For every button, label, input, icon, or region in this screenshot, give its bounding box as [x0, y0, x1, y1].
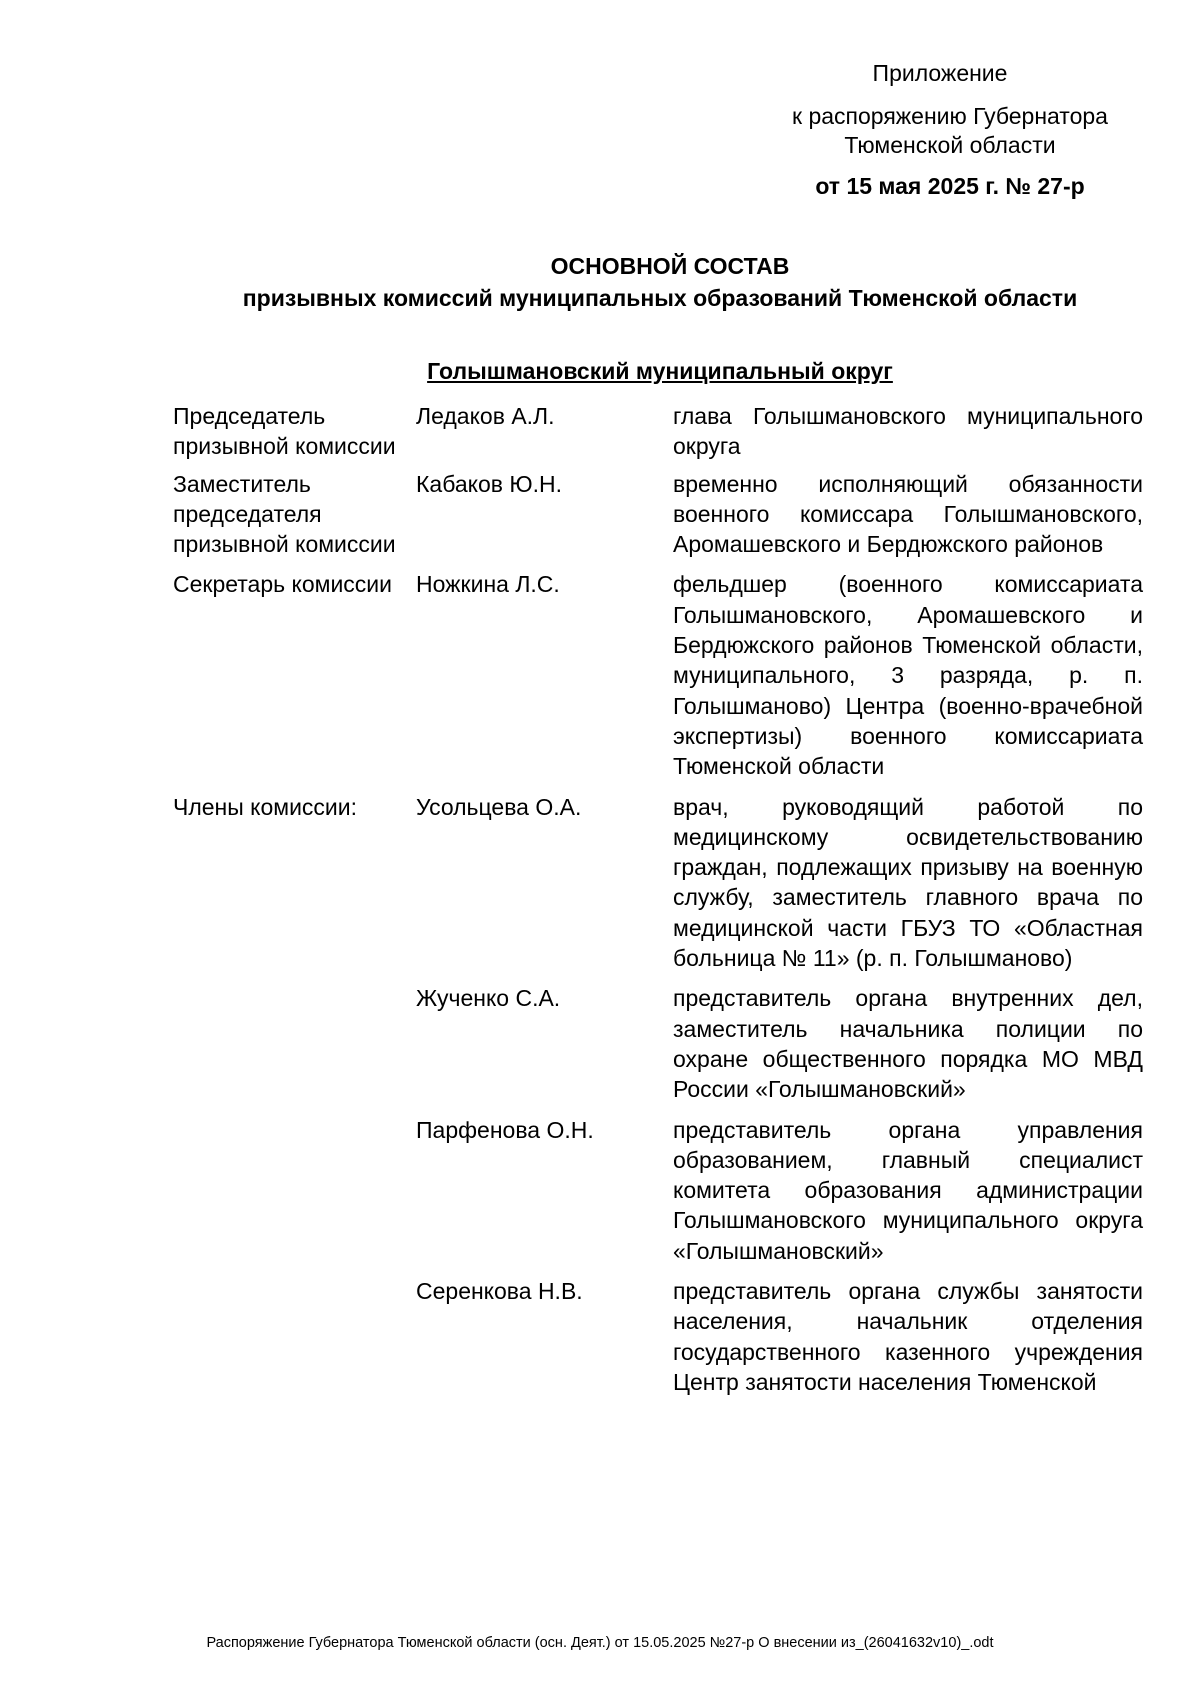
member-role	[173, 1115, 416, 1266]
member-name: Усольцева О.А.	[416, 793, 582, 820]
member-name: Ледаков А.Л.	[416, 403, 555, 429]
member-row	[173, 401, 1178, 462]
member-name: Парфенова О.Н.	[416, 1116, 594, 1143]
member-position: временно исполняющий обязанности военного комиссара Голышмановского, Аромашевского и Бердюжского районов	[673, 470, 1143, 558]
member-role: Секретарь комиссии	[173, 571, 392, 598]
district-heading: Голышмановский муниципальный округ	[427, 358, 893, 384]
member-position: врач, руководящий работой по медицинскому освидетельствованию граждан, подлежащих призыву на военную службу, заместитель главного врача по медицинской части ГБУЗ ТО «Областная больница № 11» (р. п. Голышманово)	[673, 793, 1143, 972]
member-role: Заместитель председателя призывной комиссии	[173, 470, 396, 558]
document-subtitle: призывных комиссий муниципальных образований Тюменской области	[242, 285, 1078, 311]
member-name: Ножкина Л.С.	[416, 571, 560, 598]
member-row	[173, 1115, 1178, 1266]
member-position: фельдшер (военного комиссариата Голышмановского, Аромашевского и Бердюжского районов Тюменской области, муниципального, 3 разряда, р. п. Голышманово) Центра (военно-врачебной экспертизы) военного комиссариата Тюменской области	[673, 571, 1143, 780]
appendix-reference-line1: к распоряжению Губернатора	[792, 103, 1108, 129]
appendix-label: Приложение	[872, 60, 1008, 86]
member-position: представитель органа управления образованием, главный специалист комитета образования администрации Голышмановского муниципального округа «Голышмановский»	[673, 1116, 1143, 1264]
member-name: Кабаков Ю.Н.	[416, 470, 562, 497]
member-name: Жученко С.А.	[416, 985, 561, 1012]
member-role	[173, 983, 416, 1104]
appendix-reference-line2: Тюменской области	[844, 132, 1056, 158]
member-position: представитель органа службы занятости населения, начальник отделения государственного казенного учреждения Центр занятости населения Тюменской	[673, 1278, 1143, 1395]
document-title: ОСНОВНОЙ СОСТАВ	[550, 253, 790, 279]
member-role: Председатель призывной комиссии	[173, 403, 396, 460]
member-row	[173, 469, 1178, 560]
order-date-number: от 15 мая 2025 г. № 27-р	[815, 173, 1085, 199]
document-footer: Распоряжение Губернатора Тюменской области (осн. Деят.) от 15.05.2025 №27-р О внесении из_(26041632v10)_.odt	[206, 1635, 994, 1651]
member-row	[173, 792, 1178, 974]
member-row	[173, 1276, 1178, 1397]
member-position: глава Голышмановского муниципального округа	[673, 403, 1143, 460]
commission-members-table	[173, 401, 1178, 1397]
member-position: представитель органа внутренних дел, заместитель начальника полиции по охране общественного порядка МО МВД России «Голышмановский»	[673, 985, 1143, 1103]
member-role	[173, 1276, 416, 1397]
member-row	[173, 569, 1178, 781]
member-role: Члены комиссии:	[173, 793, 358, 820]
member-row	[173, 983, 1178, 1104]
member-name: Серенкова Н.В.	[416, 1278, 583, 1305]
